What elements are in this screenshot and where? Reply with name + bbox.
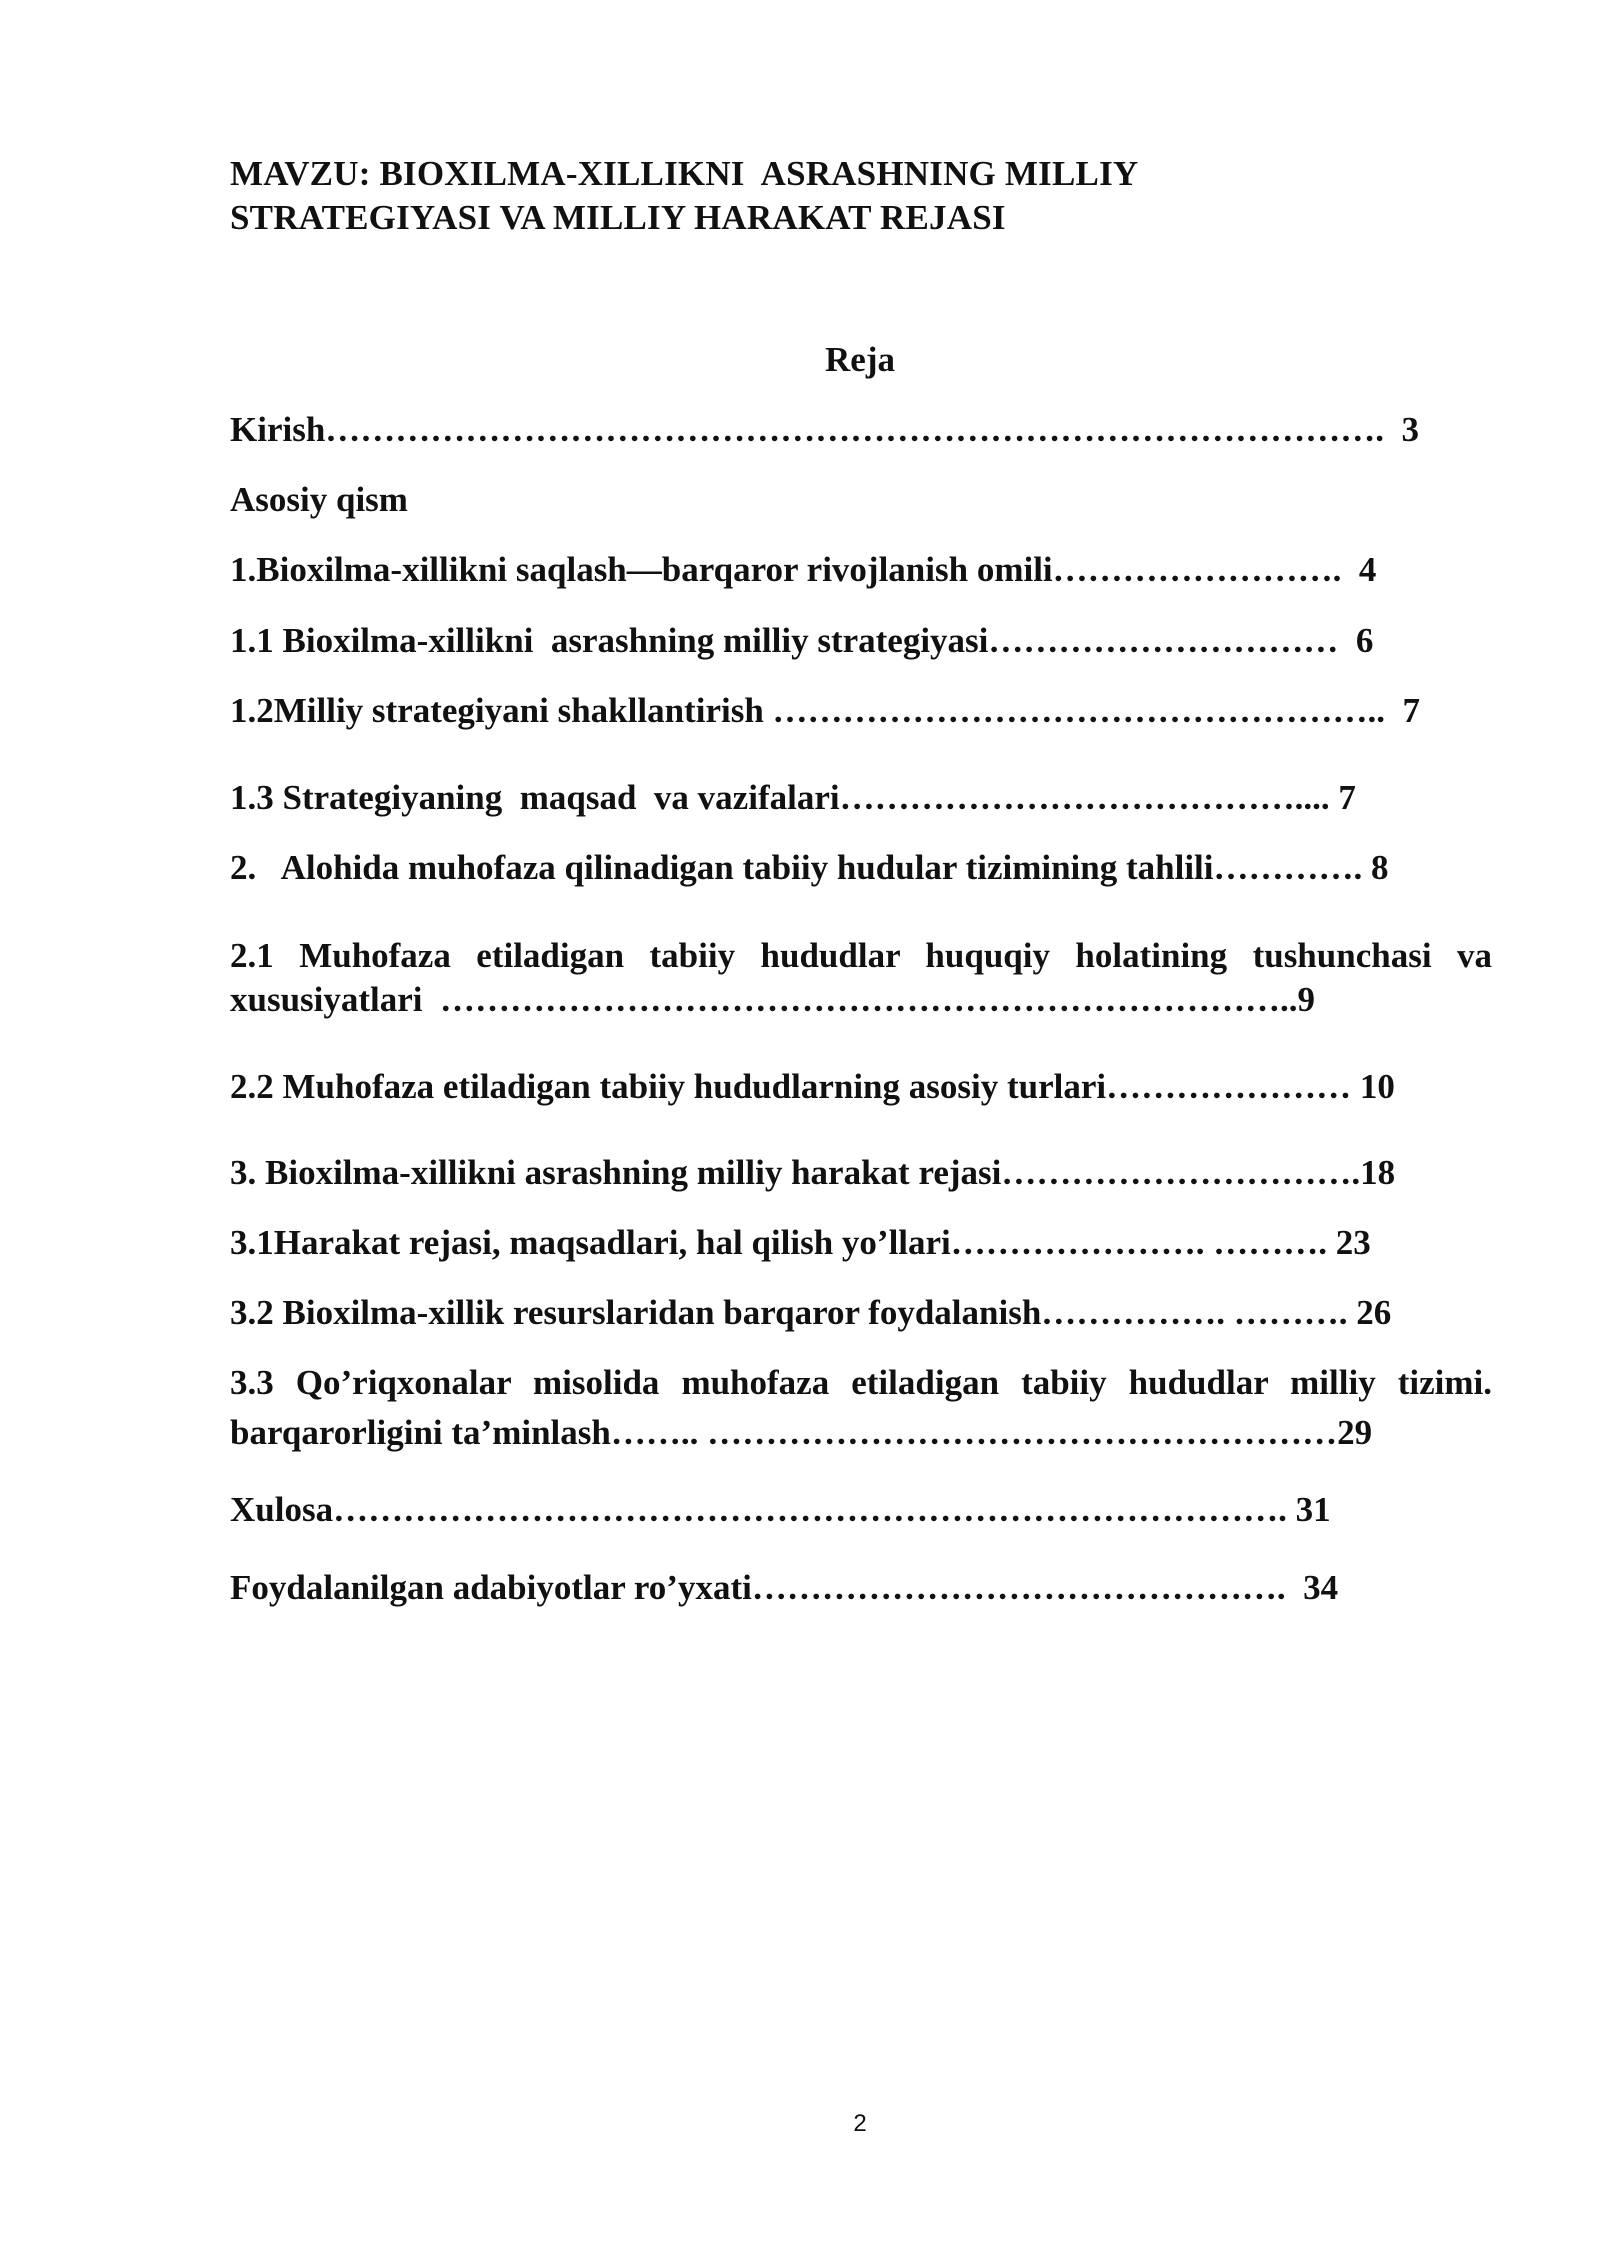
topic-line-1: MAVZU: BIOXILMA-XILLIKNI ASRASHNING MILLIY [230, 154, 1139, 193]
toc-item-2-1-line-1: 2.1 Muhofaza etiladigan tabiiy hududlar huquqiy holatining tushunchasi va [230, 936, 1492, 975]
toc-item-xulosa: Xulosa………………………………………………………………………. 31 [230, 1490, 1331, 1529]
page-number: 2 [853, 2110, 867, 2137]
toc-item-asosiy-qism: Asosiy qism [230, 480, 408, 519]
toc-item-2-1 [230, 934, 1492, 1022]
toc-item-1-1: 1.1 Bioxilma-xillikni asrashning milliy strategiyasi………………………… 6 [230, 621, 1374, 660]
toc-item-1: 1.Bioxilma-xillikni saqlash—barqaror rivojlanish omili……………………. 4 [230, 550, 1377, 589]
toc-item-1-2: 1.2Milliy strategiyani shakllantirish …………………………………………….. 7 [230, 691, 1421, 730]
toc-item-3-1: 3.1Harakat rejasi, maqsadlari, hal qilish yo’llari…………………. ………. 23 [230, 1223, 1371, 1262]
toc-item-2: 2. Alohida muhofaza qilinadigan tabiiy hudular tizimining tahlili…………. 8 [230, 848, 1389, 887]
toc-item-3-3-line-1: 3.3 Qo’riqxonalar misolida muhofaza etiladigan tabiiy hududlar milliy tizimi. [230, 1363, 1492, 1402]
toc-item-adabiyotlar: Foydalanilgan adabiyotlar ro’yxati………………………………………. 34 [230, 1568, 1339, 1607]
toc-item-kirish: Kirish………………………………………………………………………………. 3 [230, 410, 1420, 449]
plan-heading: Reja [825, 340, 895, 379]
toc-item-3: 3. Bioxilma-xillikni asrashning milliy harakat rejasi………………………….18 [230, 1153, 1396, 1192]
document-topic [230, 152, 1470, 240]
toc-item-2-2: 2.2 Muhofaza etiladigan tabiiy hududlarning asosiy turlari………………… 10 [230, 1067, 1395, 1106]
toc-item-3-3-line-2: barqarorligini ta’minlash…….. ………………………………………………29 [230, 1413, 1373, 1452]
topic-line-2: STRATEGIYASI VA MILLIY HARAKAT REJASI [230, 198, 1006, 237]
toc-item-3-3 [230, 1361, 1492, 1455]
toc-item-1-3: 1.3 Strategiyaning maqsad va vazifalari………………………………….... 7 [230, 778, 1356, 817]
toc-item-2-1-line-2: xususiyatlari ………………………………………………………………..9 [230, 980, 1316, 1019]
toc-item-3-2: 3.2 Bioxilma-xillik resurslaridan barqaror foydalanish……………. ………. 26 [230, 1293, 1392, 1332]
